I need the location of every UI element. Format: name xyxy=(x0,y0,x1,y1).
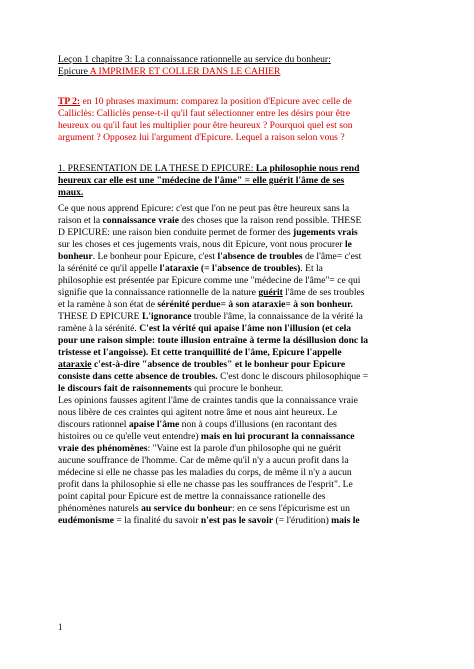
body-line: sur les choses et ces jugements vrais, nous dit Epicure, vont nous procurer le xyxy=(58,239,352,250)
lesson-title-line1: Leçon 1 chapitre 3: La connaissance rationnelle au service du bonheur: xyxy=(58,54,331,65)
body-line: phénomènes naturels au service du bonheur: en ce sens l'épicurisme est un xyxy=(58,503,350,514)
body-line: D EPICURE: une raison bien conduite permet de former des jugements vrais xyxy=(58,227,358,238)
section-heading-line1 xyxy=(58,163,418,174)
body-line: médecine si elle ne chasse pas les maladies du corps, de même il n'y a aucun xyxy=(58,467,352,478)
body-line: la sérénité ce qu'il appelle l'ataraxie (= l'absence de troubles). Et la xyxy=(58,263,323,274)
body-line: consiste dans cette absence de troubles. C'est donc le discours philosophique = xyxy=(58,371,369,382)
body-line: et la ramène à son état de sérénité perdue= à son ataraxie= à son bonheur. xyxy=(58,299,353,310)
tp-line3: heureux ou qu'il faut les multiplier pour être heureux ? Pourquoi quel est son xyxy=(58,120,353,131)
body-line: ataraxie c'est-à-dire "absence de troubles" et le bonheur pour Epicure xyxy=(58,359,346,370)
section-heading-line2: heureux car elle est une "médecine de l'âme" = elle guérit l'âme de ses xyxy=(58,175,345,186)
body-line: raison et la connaissance vraie des choses que la raison rend possible. THESE xyxy=(58,215,362,226)
body-line: tristesse et l'angoisse). Et cette tranquillité de l'âme, Epicure l'appelle xyxy=(58,347,342,358)
body-line: ramène à la sérénité. C'est la vérité qui apaise l'âme non l'illusion (et cela xyxy=(58,323,352,334)
section-heading-line3: maux. xyxy=(58,187,84,198)
print-instruction: A IMPRIMER ET COLLER DANS LE CAHIER xyxy=(89,66,281,77)
body-line: histoires ou ce qu'elle veut entendre) mais en lui procurant la connaissance xyxy=(58,431,355,442)
body-line: profit dans la philosophie si elle ne chasse pas les souffrances de l'esprit". Le xyxy=(58,479,353,490)
body-line: eudémonisme = la finalité du savoir n'est pas le savoir (= l'érudition) mais le xyxy=(58,515,360,526)
page-number: 1 xyxy=(58,622,63,632)
body-line: point capital pour Epicure est de mettre la connaissance rationelle des xyxy=(58,491,326,502)
body-line: nous libère de ces craintes qui agitent notre âme et nous aint heureux. Le xyxy=(58,407,338,418)
body-line: le discours fait de raisonnements qui procure le bonheur. xyxy=(58,383,284,394)
section-heading-bold: La philosophie nous rend xyxy=(255,163,360,174)
body-line: Ce que nous apprend Epicure: c'est que l'on ne peut pas être heureux sans la xyxy=(58,203,350,214)
body-line: signifie que la connaissance rationnelle de la nature guérit l'âme de ses troubles xyxy=(58,287,365,298)
body-line: bonheur. Le bonheur pour Epicure, c'est l'absence de troubles de l'âme= c'est xyxy=(58,251,362,262)
section-heading: 1. PRESENTATION DE LA THESE D EPICURE: xyxy=(58,163,256,174)
lesson-title-epicure: Epicure xyxy=(58,66,90,77)
tp-label: TP 2: xyxy=(58,96,81,107)
body-line: Les opinions fausses agitent l'âme de craintes tandis que la connaissance vraie xyxy=(58,395,358,406)
tp-line2: Calliclès: Calliclès pense-t-il qu'il faut sélectionner entre les désirs pour être xyxy=(58,108,351,119)
tp-line4: argument ? Opposez lui l'argument d'Epicure. Lequel a raison selon vous ? xyxy=(58,132,345,143)
body-line: aucune souffrance de l'homme. Car de même qu'il n'y a aucun profit dans la xyxy=(58,455,349,466)
body-line: vraie des phénomènes: "Vaine est la parole d'un philosophe qui ne guérit xyxy=(58,443,342,454)
body-line: THESE D EPICURE L'ignorance trouble l'âme, la connaissance de la vérité la xyxy=(58,311,363,322)
body-line: pour une raison simple: toute illusion entraîne à terme la désillusion donc la xyxy=(58,335,369,346)
tp-text-1: en 10 phrases maximum: comparez la position d'Epicure avec celle de xyxy=(80,96,352,107)
lesson-title-line2 xyxy=(58,66,418,77)
body-line: discours rationnel apaise l'âme non à coups d'illusions (en racontant des xyxy=(58,419,337,430)
tp-line1 xyxy=(58,96,418,107)
body-line: philosophie est présentée par Epicure comme une "médecine de l'âme"= ce qui xyxy=(58,275,361,286)
